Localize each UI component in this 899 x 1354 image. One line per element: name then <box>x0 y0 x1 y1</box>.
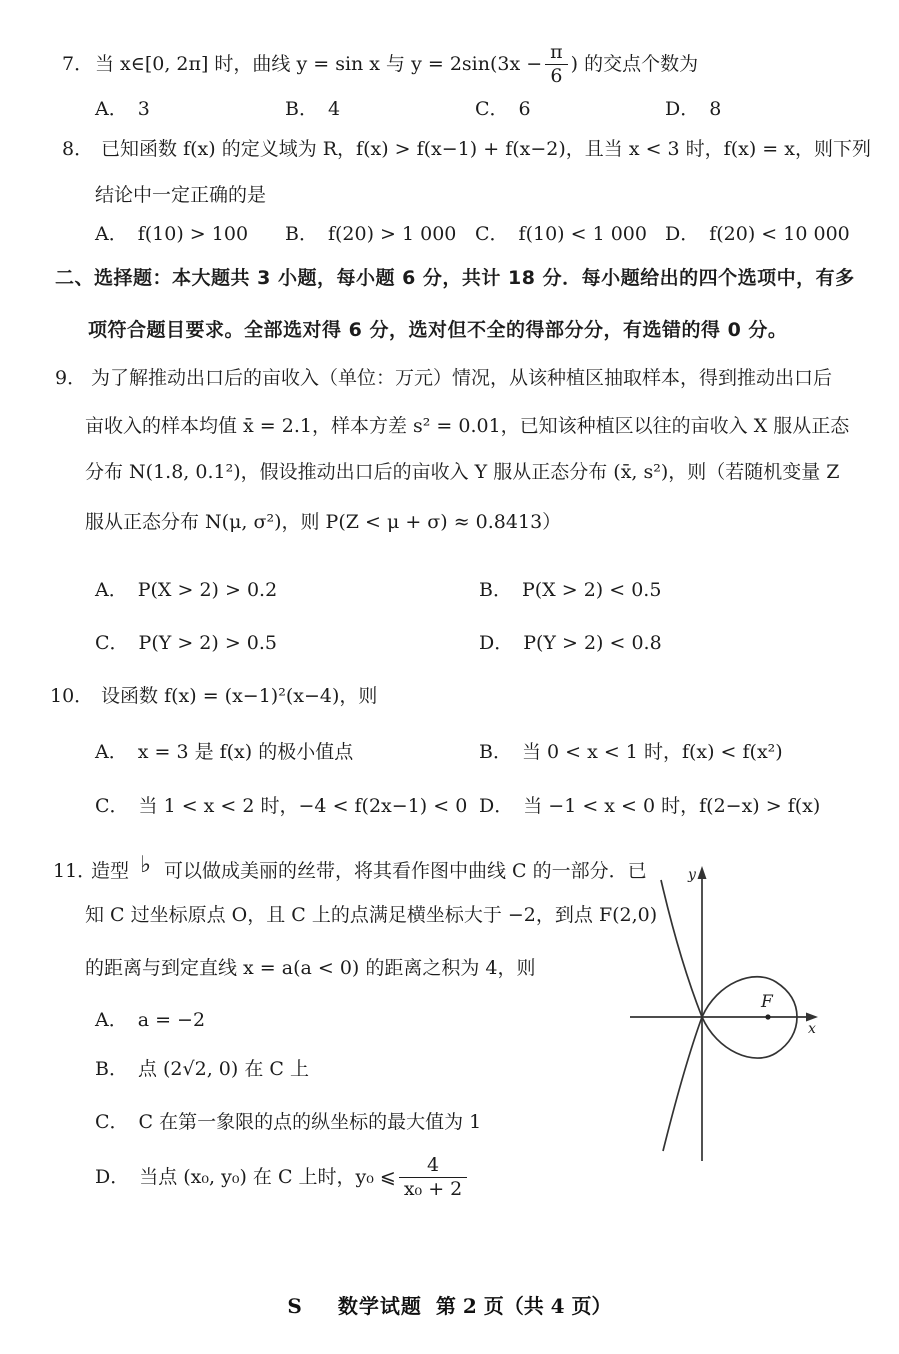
option-8a-label: A． <box>95 223 128 245</box>
option-9a-text: P(X > 2) > 0.2 <box>137 579 278 601</box>
option-11d <box>95 1155 470 1200</box>
option-9c <box>95 628 479 655</box>
y-axis-label: y <box>688 867 696 883</box>
option-7a-text: 3 <box>137 98 150 120</box>
option-9d-text: P(Y > 2) < 0.8 <box>523 632 662 654</box>
question-9-options-row-1 <box>95 575 661 602</box>
footer-serial: S <box>287 1294 302 1318</box>
option-9d <box>479 628 662 655</box>
option-10a-text: x = 3 是 f(x) 的极小值点 <box>137 741 354 763</box>
question-8-options <box>95 219 850 246</box>
question-10-options-row-2 <box>95 791 820 818</box>
option-10a <box>95 737 479 764</box>
question-10-stem <box>50 684 377 709</box>
question-9-line-4: 服从正态分布 N(μ, σ²)，则 P(Z < μ + σ) ≈ 0.8413） <box>85 511 562 533</box>
footer-title: 数学试题 <box>337 1294 422 1318</box>
option-7d-text: 8 <box>709 98 722 120</box>
section-2-header-line-2: 项符合题目要求。全部选对得 6 分，选对但不全的得部分分，有选错的得 0 分。 <box>88 319 788 341</box>
curve-upper-left-branch <box>661 880 702 1017</box>
option-8a <box>95 219 285 246</box>
option-10d <box>479 791 820 818</box>
option-8b-label: B． <box>285 223 318 245</box>
option-10b-text: 当 0 < x < 1 时，f(x) < f(x²) <box>521 741 783 763</box>
question-9-line-2: 亩收入的样本均值 x̄ = 2.1，样本方差 s² = 0.01，已知该种植区以往的亩收入 X 服从正态 <box>85 415 850 437</box>
option-7c-text: 6 <box>518 98 531 120</box>
question-9-line-3: 分布 N(1.8, 0.1²)，假设推动出口后的亩收入 Y 服从正态分布 (x̄, s²)，则（若随机变量 Z <box>85 461 840 483</box>
question-9-line-1 <box>55 366 832 391</box>
option-10b-label: B． <box>479 741 512 763</box>
option-11a-text: a = −2 <box>137 1009 206 1031</box>
option-9c-label: C． <box>95 632 129 654</box>
option-8d-label: D． <box>665 223 700 245</box>
option-10d-label: D． <box>479 795 514 817</box>
option-9b <box>479 575 661 602</box>
page-footer <box>0 1290 899 1319</box>
option-7c-label: C． <box>475 98 509 120</box>
option-10b <box>479 737 783 764</box>
fraction-numerator: π <box>545 42 568 65</box>
x-axis-label: x <box>808 1021 816 1037</box>
option-9c-text: P(Y > 2) > 0.5 <box>138 632 278 654</box>
point-f-dot <box>765 1014 770 1019</box>
fraction-denominator: 6 <box>550 64 563 87</box>
option-9b-text: P(X > 2) < 0.5 <box>521 579 662 601</box>
point-f-label: F <box>761 992 773 1012</box>
question-8-line-2 <box>95 183 266 208</box>
option-8a-text: f(10) > 100 <box>137 223 249 245</box>
question-8-text-1: 已知函数 f(x) 的定义域为 R，f(x) > f(x−1) + f(x−2)，且当 x < 3 时，f(x) = x，则下列 <box>101 138 871 160</box>
option-11c-text: C 在第一象限的点的纵坐标的最大值为 1 <box>138 1111 482 1133</box>
question-11-curve-figure <box>612 856 852 1171</box>
option-8c-text: f(10) < 1 000 <box>518 223 647 245</box>
question-7-options <box>95 94 721 121</box>
fraction-numerator: 4 <box>399 1155 467 1178</box>
fraction-4-over-x0-plus-2 <box>399 1155 467 1200</box>
question-9-text-1: 为了解推动出口后的亩收入（单位：万元）情况，从该种植区抽取样本，得到推动出口后 <box>91 367 833 389</box>
option-11a <box>95 1008 205 1033</box>
option-7a <box>95 94 285 121</box>
option-8b <box>285 219 475 246</box>
option-11c <box>95 1110 481 1135</box>
section-2-header-line-1: 二、选择题：本大题共 3 小题，每小题 6 分，共计 18 分．每小题给出的四个选项中，有多 <box>55 267 855 289</box>
option-7c <box>475 94 665 121</box>
curve-lower-left-branch <box>663 1017 702 1151</box>
question-7-text-pre: 当 x∈[0, 2π] 时，曲线 y = sin x 与 y = 2sin(3x − <box>95 53 543 76</box>
question-7-text-post: ) 的交点个数为 <box>570 53 699 76</box>
option-11b-label: B． <box>95 1058 128 1080</box>
option-7b <box>285 94 475 121</box>
option-8d <box>665 219 850 246</box>
question-10-options-row-1 <box>95 737 783 764</box>
question-9-number: 9． <box>55 367 87 389</box>
option-11b <box>95 1057 309 1082</box>
y-axis-arrow <box>698 866 707 879</box>
option-10c-text: 当 1 < x < 2 时，−4 < f(2x−1) < 0 <box>138 795 468 817</box>
option-10c-label: C． <box>95 795 129 817</box>
option-10c <box>95 791 479 818</box>
question-8-text-2: 结论中一定正确的是 <box>95 184 267 206</box>
option-11d-text: 当点 (x₀, y₀) 在 C 上时，y₀ ⩽ <box>139 1166 396 1189</box>
option-9a <box>95 575 479 602</box>
option-8c <box>475 219 665 246</box>
question-11-line-2: 知 C 过坐标原点 O，且 C 上的点满足横坐标大于 −2，到点 F(2,0) <box>85 904 658 926</box>
question-11-line-1 <box>53 851 647 884</box>
question-11-text-1-post: 可以做成美丽的丝带，将其看作图中曲线 C 的一部分．已 <box>164 860 647 882</box>
question-8-line-1 <box>62 137 871 162</box>
option-11a-label: A． <box>95 1009 128 1031</box>
fraction-denominator: x₀ + 2 <box>403 1177 463 1200</box>
ribbon-shape-symbol: ♭ <box>140 852 151 878</box>
question-10-number: 10． <box>50 685 94 707</box>
question-8-number: 8． <box>62 138 94 160</box>
option-11d-label: D． <box>95 1166 130 1189</box>
option-7b-text: 4 <box>327 98 341 120</box>
question-10-text: 设函数 f(x) = (x−1)²(x−4)，则 <box>101 685 378 707</box>
option-9b-label: B． <box>479 579 512 601</box>
option-9d-label: D． <box>479 632 514 654</box>
option-7d-label: D． <box>665 98 700 120</box>
question-9-options-row-2 <box>95 628 662 655</box>
question-11-line-3: 的距离与到定直线 x = a(a < 0) 的距离之积为 4，则 <box>85 957 536 979</box>
option-10a-label: A． <box>95 741 128 763</box>
fraction-pi-6 <box>545 42 568 87</box>
option-7b-label: B． <box>285 98 318 120</box>
option-9a-label: A． <box>95 579 128 601</box>
option-8c-label: C． <box>475 223 509 245</box>
option-10d-text: 当 −1 < x < 0 时，f(2−x) > f(x) <box>523 795 821 817</box>
option-11c-label: C． <box>95 1111 129 1133</box>
option-7d <box>665 94 721 121</box>
footer-page-number: 第 2 页（共 4 页） <box>435 1294 612 1318</box>
option-11b-text: 点 (2√2, 0) 在 C 上 <box>137 1058 309 1080</box>
option-8d-text: f(20) < 10 000 <box>709 223 850 245</box>
curve-c-plot <box>612 856 852 1171</box>
question-11-number: 11． <box>53 860 97 882</box>
question-7-number: 7． <box>62 53 94 76</box>
option-7a-label: A． <box>95 98 128 120</box>
question-7-stem <box>62 42 698 87</box>
question-11-text-1-pre: 造型 <box>91 860 130 882</box>
option-8b-text: f(20) > 1 000 <box>327 223 457 245</box>
